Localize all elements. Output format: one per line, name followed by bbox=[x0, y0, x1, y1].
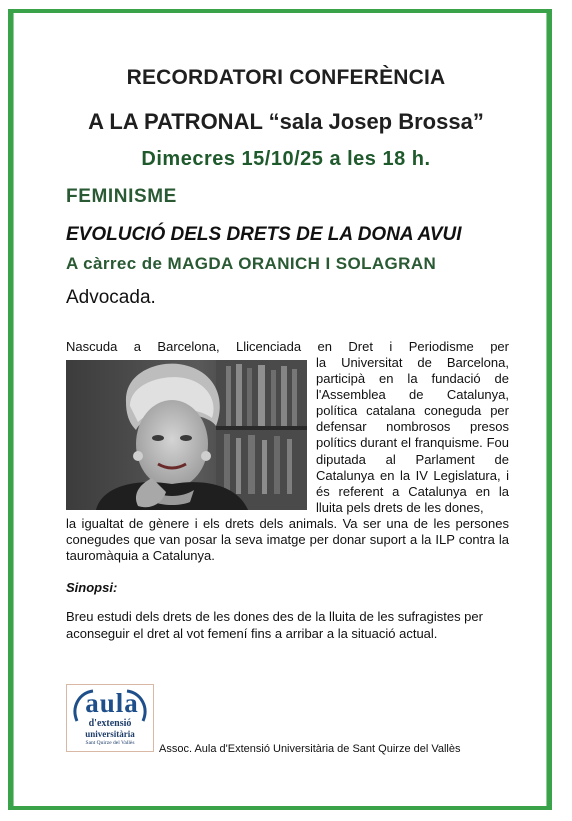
footer-organization: Assoc. Aula d'Extensió Universitària de Sant Quirze del Vallès bbox=[159, 743, 461, 755]
logo-line-3: Sant Quirze del Vallès bbox=[85, 740, 135, 746]
speaker-profession: Advocada. bbox=[66, 287, 156, 308]
aula-logo bbox=[66, 684, 154, 752]
venue-title: A LA PATRONAL “sala Josep Brossa” bbox=[88, 109, 484, 134]
logo-line-1: d'extensió bbox=[88, 718, 132, 729]
event-date: Dimecres 15/10/25 a les 18 h. bbox=[141, 148, 431, 170]
reminder-title: RECORDATORI CONFERÈNCIA bbox=[126, 66, 446, 89]
talk-title: EVOLUCIÓ DELS DRETS DE LA DONA AVUI bbox=[66, 224, 462, 245]
speaker-line: A càrrec de MAGDA ORANICH I SOLAGRAN bbox=[66, 254, 437, 273]
speaker-photo bbox=[66, 360, 307, 510]
bio-bottom-text: la igualtat de gènere i els drets dels animals. Va ser una de les persones conegudes que van posar la seva imatge per donar suport a la ILP contra la tauromàquia a Catalunya. bbox=[66, 516, 509, 564]
speaker-portrait-image bbox=[66, 360, 307, 510]
synopsis-heading: Sinopsi: bbox=[66, 580, 118, 595]
logo-wordmark: aula bbox=[85, 688, 139, 718]
bio-side-text: la Universitat de Barcelona, participà en la fundació de l'Assemblea de Catalunya, política catalana coneguda per defensar nombrosos presos polítics durant el franquisme. Fou diputada al Parlament de Catalunya en la IV Legislatura, i és referent a Catalunya en la lluita pels drets de les dones, bbox=[316, 355, 509, 515]
logo-line-2: universitària bbox=[85, 729, 135, 739]
synopsis-text: Breu estudi dels drets de les dones des de la lluita de les sufragistes per aconseguir el dret al vot femení fins a arribar a la situació actual. bbox=[66, 609, 483, 641]
bio-first-line: Nascuda a Barcelona, Llicenciada en Dret i Periodisme per bbox=[66, 339, 509, 354]
talk-topic: FEMINISME bbox=[66, 186, 177, 207]
